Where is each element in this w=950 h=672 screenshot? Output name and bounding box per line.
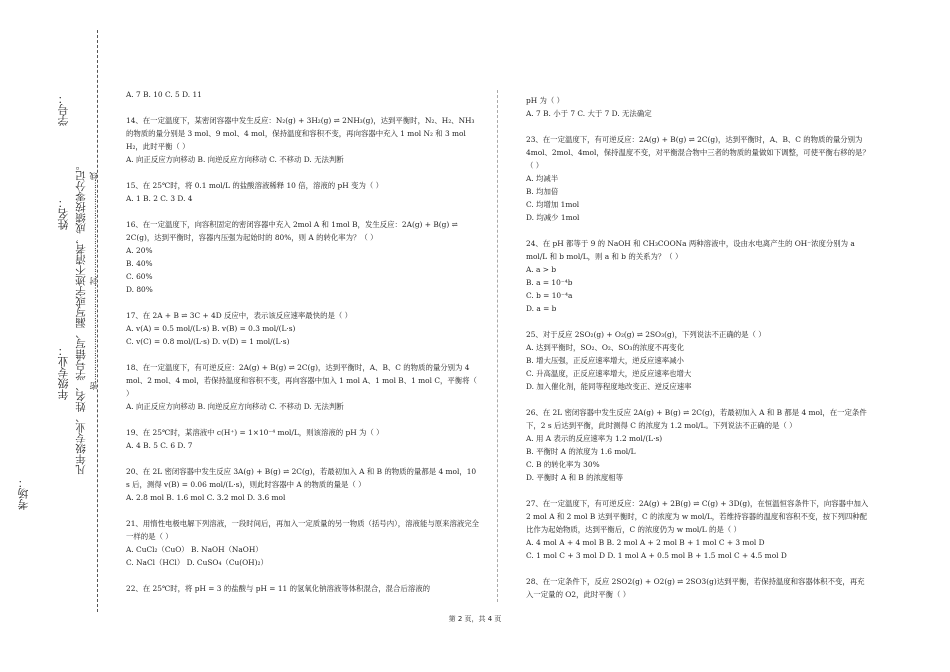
question-block (126, 218, 481, 296)
option-line: C. b = 10⁻⁴a (526, 291, 573, 300)
option-line: C. B 的转化率为 30% (526, 460, 600, 469)
option-line: B. 均加倍 (526, 187, 559, 196)
binding-sidebar (0, 0, 110, 672)
question-block (126, 426, 481, 452)
question-text: 18、在一定温度下，有可逆反应：2A(g) + B(g) ⇌ 2C(g)，达到平衡时，A、B、C 的物质的量分别为 4 mol、2 mol、4 mol，若保持温度和容积不变，再向容器中加入 1 mol A、1 mol B、1 mol C，平衡将（ ） (126, 363, 477, 398)
question-block (526, 406, 871, 484)
option-line: D. 平衡时 A 和 B 的浓度相等 (526, 473, 624, 482)
option-line: A. a > b (526, 265, 557, 274)
option-line: C. 60% (126, 272, 153, 281)
option-line: A. 用 A 表示的反应速率为 1.2 mol/(L·s) (526, 434, 663, 443)
option-line: A. 4 mol A + 4 mol B B. 2 mol A + 2 mol B + 1 mol C + 3 mol D (526, 538, 765, 547)
option-line: C. 升高温度，正反应速率增大，逆反应速率也增大 (526, 369, 692, 378)
left-column (126, 88, 481, 608)
question-block (126, 582, 481, 595)
question-block (126, 114, 481, 166)
name-label: 姓名： (57, 197, 70, 230)
question-text: 16、在一定温度下，向容积固定的密闭容器中充入 2mol A 和 1mol B，发生反应：2A(g) + B(g) ⇌ 2C(g)，达到平衡时，容器内压强为起始时的 80%，则 A 的转化率为？（ ） (126, 220, 458, 242)
option-line: B. 增大压强，正反应速率增大，逆反应速率减小 (526, 356, 684, 365)
option-line: C. v(C) = 0.8 mol/(L·s) D. v(D) = 1 mol/(L·s) (126, 337, 290, 346)
question-block (126, 517, 481, 569)
option-line: B. a = 10⁻⁴b (526, 278, 573, 287)
question-text: 17、在 2A + B ⇌ 3C + 4D 反应中，表示该反应速率最快的是（ ） (126, 311, 353, 320)
option-line: D. a = b (526, 304, 557, 313)
question-block (526, 575, 871, 601)
option-line: D. 均减少 1mol (526, 213, 580, 222)
option-line: D. 加入催化剂，能同等程度地改变正、逆反应速率 (526, 382, 692, 391)
option-line: A. v(A) = 0.5 mol/(L·s) B. v(B) = 0.3 mol/(L·s) (126, 324, 296, 333)
option-line: A. 向正反应方向移动 B. 向逆反应方向移动 C. 不移动 D. 无法判断 (126, 155, 344, 164)
question-block (526, 497, 871, 562)
question-block (526, 94, 871, 120)
option-line: A. 1 B. 2 C. 3 D. 4 (126, 194, 193, 203)
question-text: 23、在一定温度下，有可逆反应：2A(g) + B(g) ⇌ 2C(g)，达到平衡时，A、B、C 的物质的量分别为 4mol、2mol、4mol，保持温度不变，对平衡混合物中三者的物质的量做如下调整，可使平衡右移的是？（ ） (526, 135, 870, 170)
warning-notice: 凡年级专业、姓名、学号错写、漏写或字迹不清者，成绩按零分记。 (75, 160, 87, 475)
option-line: A. 向正反应方向移动 B. 向逆反应方向移动 C. 不移动 D. 无法判断 (126, 402, 344, 411)
option-line: A. 2.8 mol B. 1.6 mol C. 3.2 mol D. 3.6 mol (126, 493, 286, 502)
option-line: C. NaCl（HCl） D. CuSO₄（Cu(OH)₂） (126, 558, 268, 567)
question-text: 28、在一定条件下，反应 2SO2(g) + O2(g) ⇌ 2SO3(g)达到平衡，若保持温度和容器体积不变，再充入一定量的 O2，此时平衡（ ） (526, 577, 865, 599)
question-text: 14、在一定温度下，某密闭容器中发生反应：N₂(g) + 3H₂(g) ⇌ 2NH₃(g)，达到平衡时，N₂、H₂、NH₃的物质的量分别是 3 mol、9 mol、4 mol，保持温度和容积不变，再向容器中充入 1 mol N₂ 和 3 mol H₂，此时平衡（ ） (126, 116, 475, 151)
question-text: 27、在一定温度下，有可逆反应：2A(g) + 2B(g) ⇌ C(g) + 3D(g)，在恒温恒容条件下，向容器中加入 2 mol A 和 2 mol B 达到平衡时，C 的浓度为 w mol/L，若维持容器的温度和容积不变，按下列四种配比作为起始物质，达到平衡后，C 的浓度仍为 w mol/L 的是（ ） (526, 499, 869, 534)
exam-site-label: 考场： (17, 477, 30, 510)
question-block (126, 88, 481, 101)
question-text: 24、在 pH 都等于 9 的 NaOH 和 CH₃COONa 两种溶液中，设由水电离产生的 OH⁻浓度分别为 a mol/L 和 b mol/L，则 a 和 b 的关系为？（ ） (526, 239, 855, 261)
option-line: D. 80% (126, 285, 153, 294)
column-divider (497, 90, 498, 602)
question-block (126, 361, 481, 413)
option-line: B. 平衡时 A 的浓度为 1.6 mol/L (526, 447, 636, 456)
question-text: 19、在 25℃时，某溶液中 c(H⁺) = 1×10⁻⁴ mol/L，则该溶液的 pH 为（ ） (126, 428, 384, 437)
question-text: 21、用惰性电极电解下列溶液，一段时间后，再加入一定质量的另一物质（括号内），溶液能与原来溶液完全一样的是（ ） (126, 519, 480, 541)
option-line: C. 1 mol C + 3 mol D D. 1 mol A + 0.5 mol B + 1.5 mol C + 4.5 mol D (526, 551, 787, 560)
right-column (526, 94, 871, 614)
question-text: 22、在 25℃时，将 pH = 3 的盐酸与 pH = 11 的氢氧化钠溶液等体积混合，混合后溶液的 (126, 584, 431, 593)
question-text: 25、对于反应 2SO₂(g) + O₂(g) ⇌ 2SO₃(g)，下列说法不正确的是（ ） (526, 330, 766, 339)
option-line: A. CuCl₂（CuO） B. NaOH（NaOH） (126, 545, 263, 554)
class-label: 年级专业： (57, 345, 70, 400)
question-text: 20、在 2L 密闭容器中发生反应 3A(g) + B(g) ⇌ 2C(g)，若最初加入 A 和 B 的物质的量都是 4 mol，10 s 后，测得 v(B) = 0.06 mol/(L·s)，则此时容器中 A 的物质的量是（ ） (126, 467, 477, 489)
seal-line-text: 密……………………………………封……………………………………线 (89, 173, 98, 390)
option-line: A. 达到平衡时，SO₂、O₂、SO₃的浓度不再变化 (526, 343, 685, 352)
option-line: A. 均减半 (526, 174, 559, 183)
question-block (126, 179, 481, 205)
option-line: A. 4 B. 5 C. 6 D. 7 (126, 441, 193, 450)
option-line: B. 40% (126, 259, 153, 268)
question-block (526, 328, 871, 393)
option-line: A. 7 B. 小于 7 C. 大于 7 D. 无法确定 (526, 109, 652, 118)
question-text: pH 为（ ） (526, 96, 565, 105)
page-footer: 第 2 页，共 4 页 (448, 615, 502, 623)
question-block (526, 133, 871, 224)
option-line: A. 20% (126, 246, 153, 255)
question-block (126, 309, 481, 348)
student-no-label: 学号： (57, 93, 70, 126)
question-block (126, 465, 481, 504)
question-text: A. 7 B. 10 C. 5 D. 11 (126, 90, 202, 99)
question-text: 26、在 2L 密闭容器中发生反应 2A(g) + B(g) ⇌ 2C(g)，若最初加入 A 和 B 都是 4 mol，在一定条件下，2 s 后达到平衡，此时测得 C 的浓度为 1.2 mol/L。下列说法不正确的是（ ） (526, 408, 867, 430)
question-text: 15、在 25℃时，将 0.1 mol/L 的盐酸溶液稀释 10 倍，溶液的 pH 变为（ ） (126, 181, 383, 190)
option-line: C. 均增加 1mol (526, 200, 580, 209)
question-block (526, 237, 871, 315)
